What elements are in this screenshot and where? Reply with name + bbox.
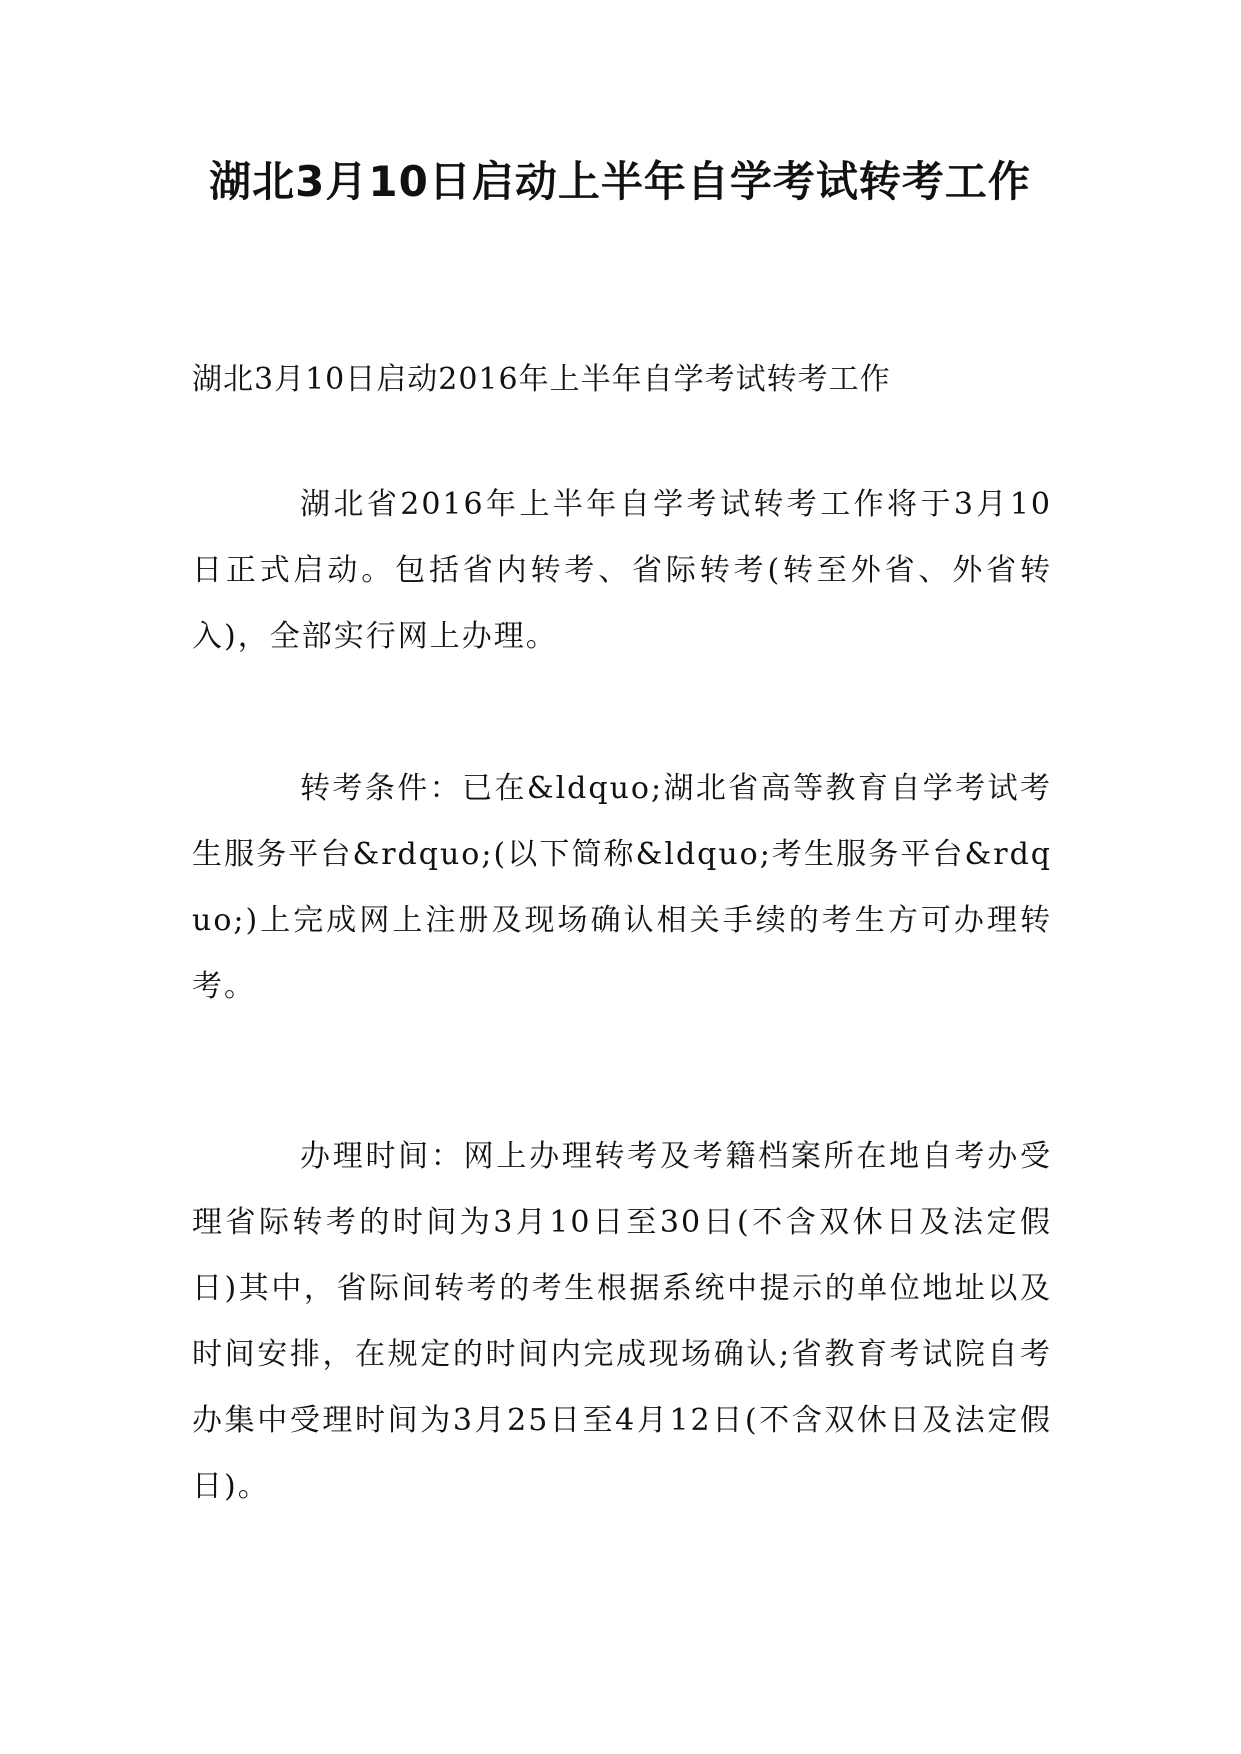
paragraph-intro: 湖北省2016年上半年自学考试转考工作将于3月10日正式启动。包括省内转考、省际转考(转至外省、外省转入)，全部实行网上办理。 bbox=[192, 487, 1052, 654]
paragraph-conditions: 转考条件：已在&ldquo;湖北省高等教育自学考试考生服务平台&rdquo;(以下简称&ldquo;考生服务平台&rdquo;)上完成网上注册及现场确认相关手续的考生方可办理转考。 bbox=[192, 771, 1052, 1004]
document-subtitle: 湖北3月10日启动2016年上半年自学考试转考工作 bbox=[192, 362, 891, 397]
paragraph-schedule: 办理时间：网上办理转考及考籍档案所在地自考办受理省际转考的时间为3月10日至30日(不含双休日及法定假日)其中，省际间转考的考生根据系统中提示的单位地址以及时间安排，在规定的时间内完成现场确认;省教育考试院自考办集中受理时间为3月25日至4月12日(不含双休日及法定假日)。 bbox=[192, 1139, 1052, 1504]
document-title: 湖北3月10日启动上半年自学考试转考工作 bbox=[209, 157, 1031, 206]
